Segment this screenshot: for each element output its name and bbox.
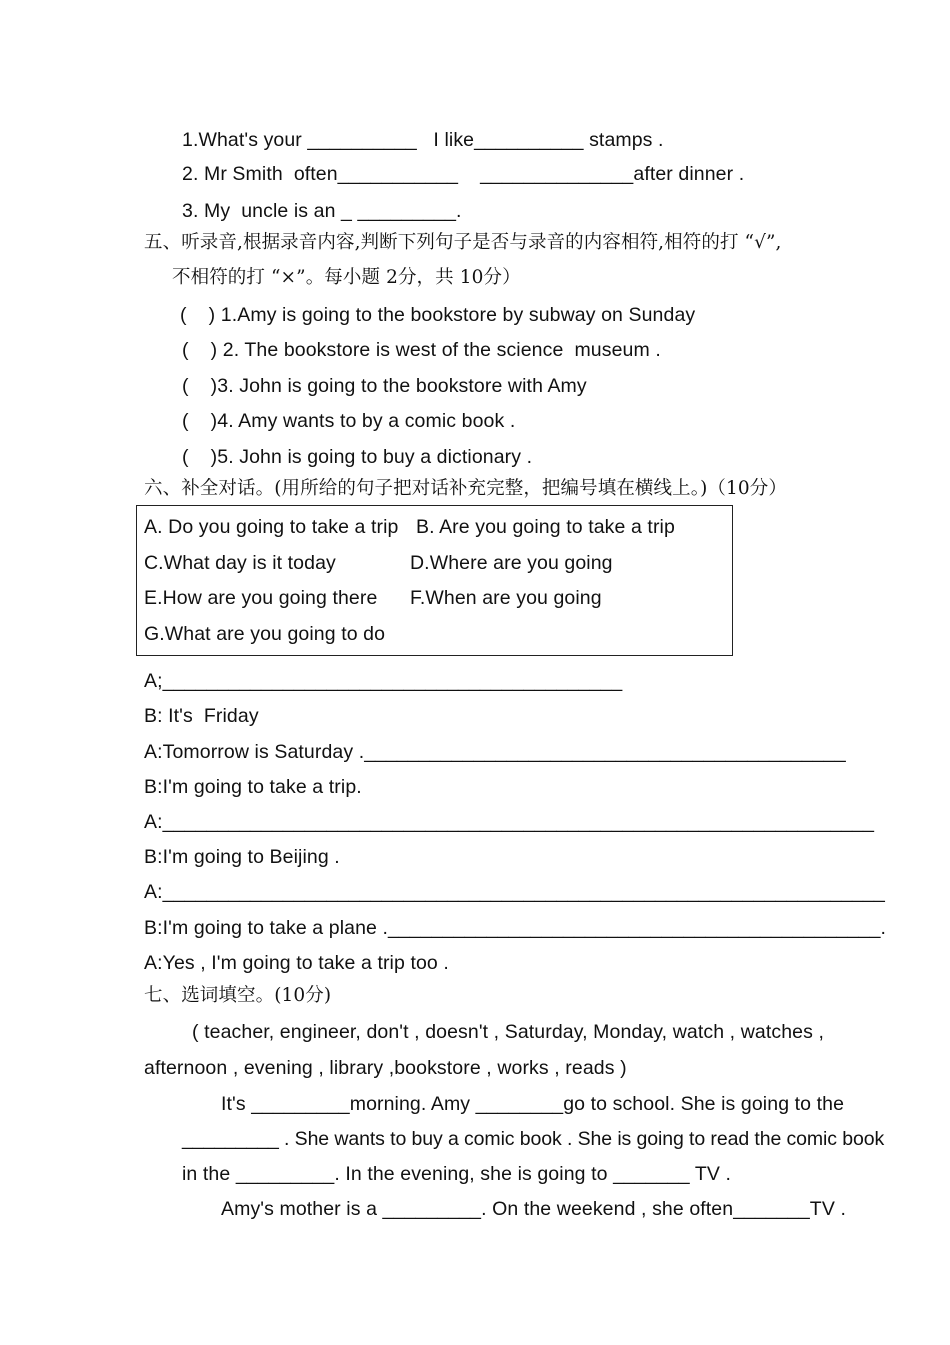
- section-6-heading: 六、补全对话。(用所给的句子把对话补充完整，把编号填在横线上。)（10分）: [144, 478, 787, 499]
- section-5-heading: 五、听录音,根据录音内容,判断下列句子是否与录音的内容相符,相符的打 “√”,: [144, 232, 782, 253]
- option-b: B. Are you going to take a trip: [416, 516, 675, 538]
- section-7-heading: 七、选词填空。(10分): [144, 985, 332, 1006]
- word-bank-line-2: afternoon , evening , library ,bookstore , works , reads ): [144, 1057, 627, 1079]
- passage-line-3: in the _________. In the evening, she is going to _______ TV .: [182, 1163, 732, 1185]
- dialogue-line-6: B:I'm going to Beijing .: [144, 846, 340, 868]
- option-a: A. Do you going to take a trip: [144, 516, 399, 538]
- judgement-item-3: ( )3. John is going to the bookstore with Amy: [182, 375, 587, 397]
- dialogue-line-2: B: It's Friday: [144, 705, 259, 727]
- option-e: E.How are you going there: [144, 587, 378, 609]
- dialogue-line-5: A:_________________________________________________________________: [144, 811, 875, 833]
- fill-blank-item-2: 2. Mr Smith often___________ ______________after dinner .: [182, 163, 745, 185]
- judgement-item-5: ( )5. John is going to buy a dictionary .: [182, 446, 533, 468]
- dialogue-line-9: A:Yes , I'm going to take a trip too .: [144, 952, 449, 974]
- word-bank-line-1: ( teacher, engineer, don't , doesn't , Saturday, Monday, watch , watches ,: [192, 1021, 824, 1043]
- dialogue-line-7: A:__________________________________________________________________: [144, 881, 885, 903]
- dialogue-line-1: A;__________________________________________: [144, 670, 623, 692]
- option-d: D.Where are you going: [410, 552, 613, 574]
- dialogue-line-4: B:I'm going to take a trip.: [144, 776, 362, 798]
- dialogue-line-3: A:Tomorrow is Saturday .____________________________________________: [144, 741, 846, 763]
- passage-line-4: Amy's mother is a _________. On the weekend , she often_______TV .: [221, 1198, 846, 1220]
- passage-line-2: _________ . She wants to buy a comic book . She is going to read the comic book: [182, 1128, 885, 1150]
- judgement-item-4: ( )4. Amy wants to by a comic book .: [182, 410, 516, 432]
- section-5-heading-cont: 不相符的打 “×”。每小题 2分，共 10分）: [172, 267, 521, 288]
- dialogue-line-8: B:I'm going to take a plane ._____________________________________________.: [144, 917, 887, 939]
- judgement-item-2: ( ) 2. The bookstore is west of the science museum .: [182, 339, 661, 361]
- option-f: F.When are you going: [410, 587, 602, 609]
- fill-blank-item-1: 1.What's your __________ I like__________ stamps .: [182, 129, 664, 151]
- option-c: C.What day is it today: [144, 552, 336, 574]
- passage-line-1: It's _________morning. Amy ________go to school. She is going to the: [221, 1093, 845, 1115]
- option-g: G.What are you going to do: [144, 623, 386, 645]
- fill-blank-item-3: 3. My uncle is an _ _________.: [182, 200, 462, 222]
- judgement-item-1: ( ) 1.Amy is going to the bookstore by subway on Sunday: [180, 304, 696, 326]
